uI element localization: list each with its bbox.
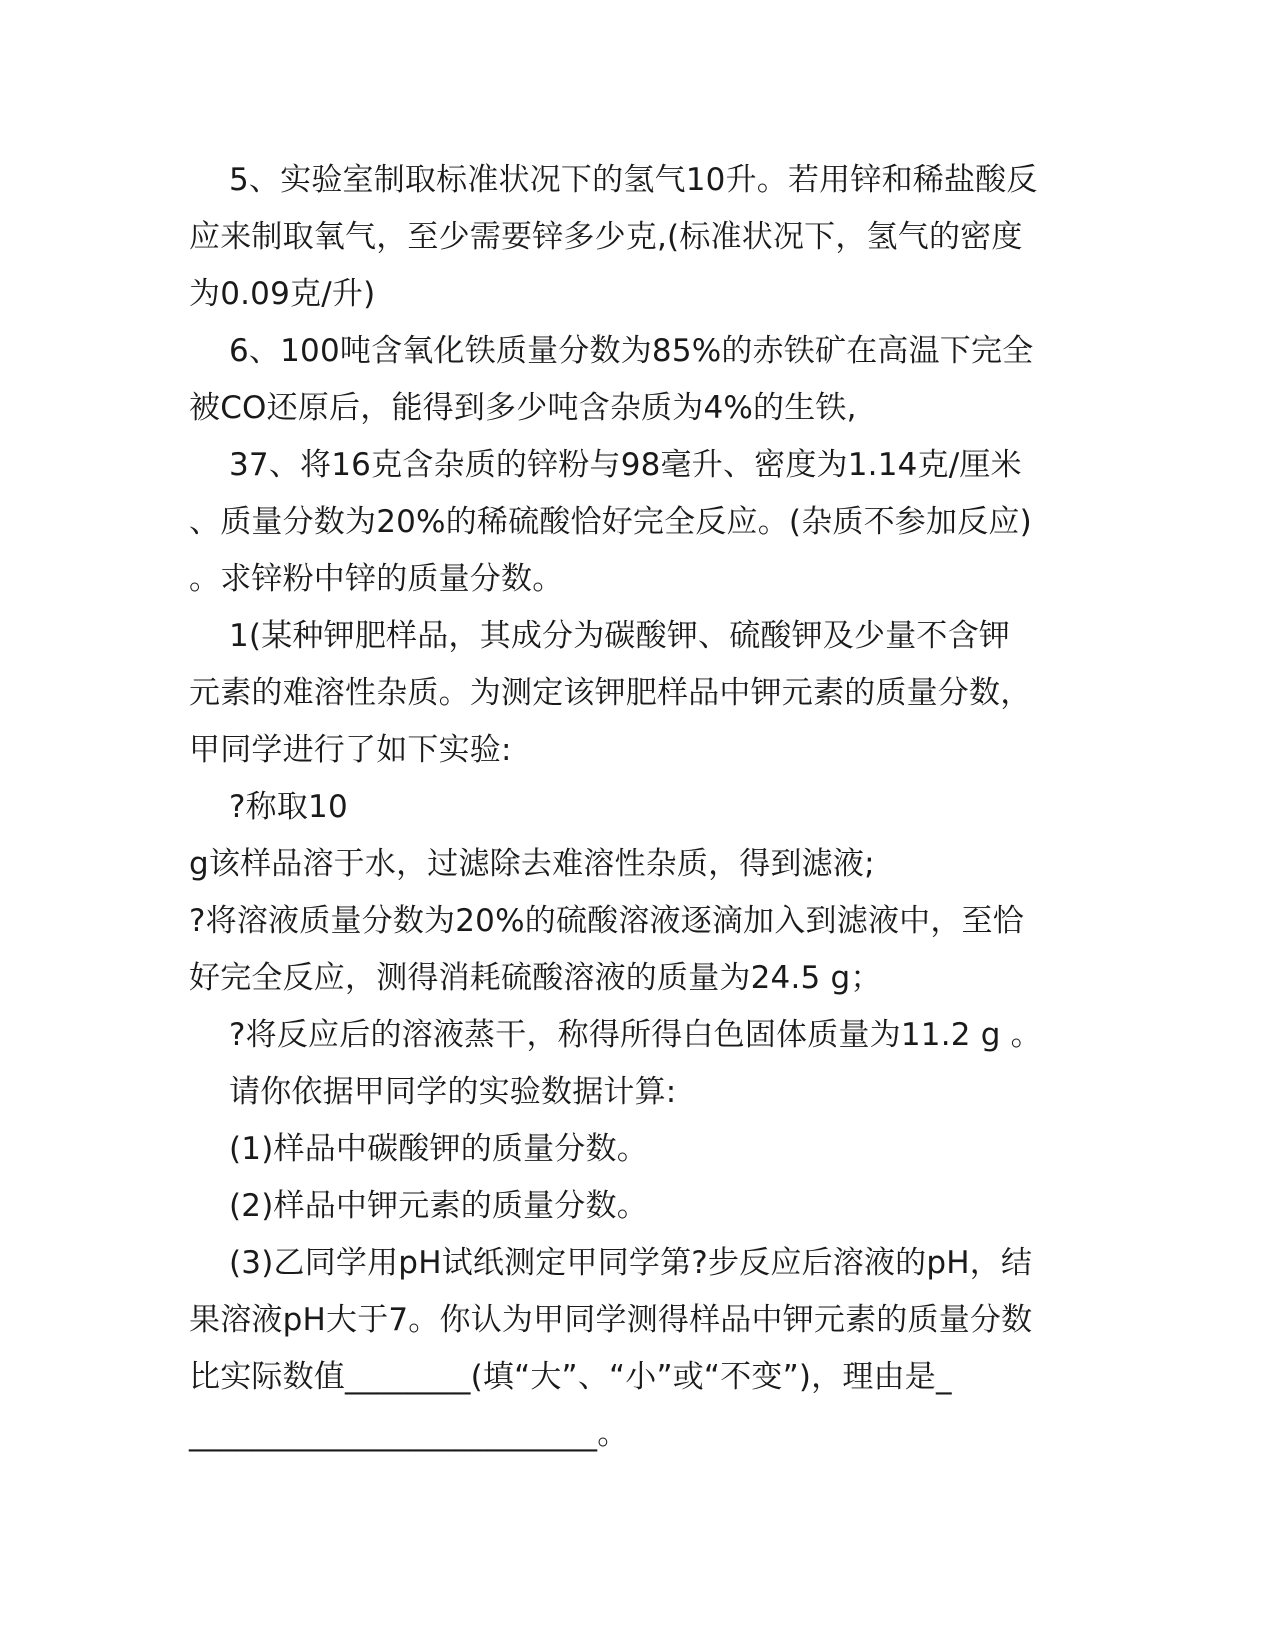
text-line: 果溶液pH大于7。你认为甲同学测得样品中钾元素的质量分数 xyxy=(189,1302,1033,1338)
text-line: g该样品溶于水，过滤除去难溶性杂质，得到滤液; xyxy=(189,846,875,882)
text-line: 为0.09克/升) xyxy=(189,276,376,312)
text-line: ?将溶液质量分数为20%的硫酸溶液逐滴加入到滤液中，至恰 xyxy=(189,903,1024,939)
document-body xyxy=(189,152,1089,1463)
text-line: (2)样品中钾元素的质量分数。 xyxy=(229,1188,648,1224)
text-line: 元素的难溶性杂质。为测定该钾肥样品中钾元素的质量分数， xyxy=(189,675,1032,711)
text-line: ?称取10 xyxy=(229,789,348,825)
text-line: __________________________。 xyxy=(189,1416,629,1452)
text-line: 5、实验室制取标准状况下的氢气10升。若用锌和稀盐酸反 xyxy=(229,162,1038,198)
text-line: 好完全反应，测得消耗硫酸溶液的质量为24.5 g； xyxy=(189,960,882,996)
text-line: 请你依据甲同学的实验数据计算: xyxy=(229,1074,677,1110)
text-line: 6、100吨含氧化铁质量分数为85%的赤铁矿在高温下完全 xyxy=(229,333,1034,369)
text-line: (1)样品中碳酸钾的质量分数。 xyxy=(229,1131,648,1167)
text-line: 、质量分数为20%的稀硫酸恰好完全反应。(杂质不参加反应) xyxy=(189,504,1032,540)
text-line: 比实际数值________(填“大”、“小”或“不变”)，理由是_ xyxy=(189,1359,952,1395)
text-line: 1(某种钾肥样品，其成分为碳酸钾、硫酸钾及少量不含钾 xyxy=(229,618,1011,654)
text-line: (3)乙同学用pH试纸测定甲同学第?步反应后溶液的pH，结 xyxy=(229,1245,1033,1281)
text-line: 甲同学进行了如下实验: xyxy=(189,732,512,768)
text-line: 。求锌粉中锌的质量分数。 xyxy=(189,561,564,597)
text-line: 37、将16克含杂质的锌粉与98毫升、密度为1.14克/厘米 xyxy=(229,447,1022,483)
text-line: 应来制取氧气，至少需要锌多少克,(标准状况下，氢气的密度 xyxy=(189,219,1023,255)
text-line: ?将反应后的溶液蒸干，称得所得白色固体质量为11.2 g 。 xyxy=(229,1017,1042,1053)
text-line: 被CO还原后，能得到多少吨含杂质为4%的生铁, xyxy=(189,390,857,426)
